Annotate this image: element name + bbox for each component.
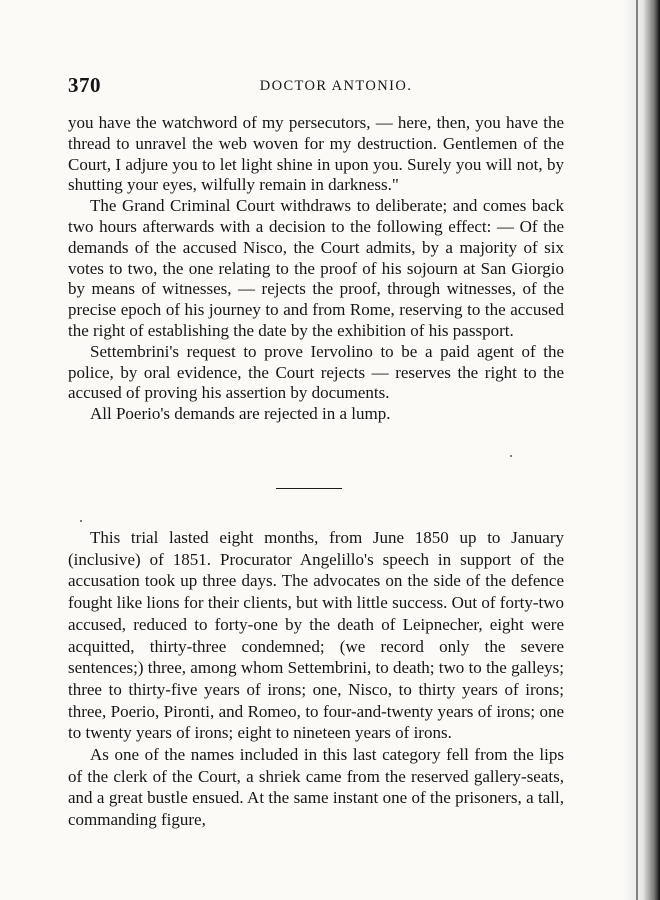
running-head xyxy=(68,73,564,97)
page-spine-shadow xyxy=(622,0,660,900)
page-number: 370 xyxy=(68,73,101,97)
paragraph: All Poerio's demands are rejected in a lump. xyxy=(90,404,391,424)
paragraph: This trial lasted eight months, from June 1850 up to January (inclusive) of 1851. Procurator Angelillo's speech in support of the accusation took up three days. The advocates on the side of the defence fought like lions for their clients, but with little success. Out of forty-two accused, reduced to forty-one by the death of Leipnecher, eight were acquitted, thirty-three condemned; (we record only the severe sentences;) three, among whom Settembrini, to death; two to the galleys; three to thirty-five years of irons; one, Nisco, to thirty years of irons; three, Poerio, Pironti, and Romeo, to four-and-twenty years of irons; one to twenty years of irons; eight to nineteen years of irons. xyxy=(68,528,564,743)
print-speck xyxy=(80,520,82,522)
paragraph: The Grand Criminal Court withdraws to deliberate; and comes back two hours afterwards with a decision to the following effect: — Of the demands of the accused Nisco, the Court admits, by a majority of six votes to two, the one relating to the proof of his sojourn at San Giorgio by means of witnesses, — rejects the proof, through witnesses, of the precise epoch of his journey to and from Rome, reserving to the accused the right of establishing the date by the exhibition of his passport. xyxy=(68,196,564,340)
section-1-text xyxy=(68,113,564,425)
paragraph: you have the watchword of my persecutors, — here, then, you have the thread to unravel the web woven for my destruction. Gentlemen of the Court, I adjure you to let light shine in upon you. Surely you will not, by shutting your eyes, wilfully remain in darkness." xyxy=(68,113,564,195)
paragraph: As one of the names included in this last category fell from the lips of the clerk of the Court, a shriek came from the reserved gallery-seats, and a great bustle ensued. At the same instant one of the prisoners, a tall, commanding figure, xyxy=(68,745,564,830)
section-2-text xyxy=(68,527,564,831)
section-divider xyxy=(276,488,342,489)
paragraph: Settembrini's request to prove Iervolino to be a paid agent of the police, by oral evidence, the Court rejects — reserves the right to the accused of proving his assertion by documents. xyxy=(68,341,564,403)
print-speck xyxy=(510,455,512,457)
page-spine-edge xyxy=(636,0,638,900)
book-title: DOCTOR ANTONIO. xyxy=(259,78,413,94)
